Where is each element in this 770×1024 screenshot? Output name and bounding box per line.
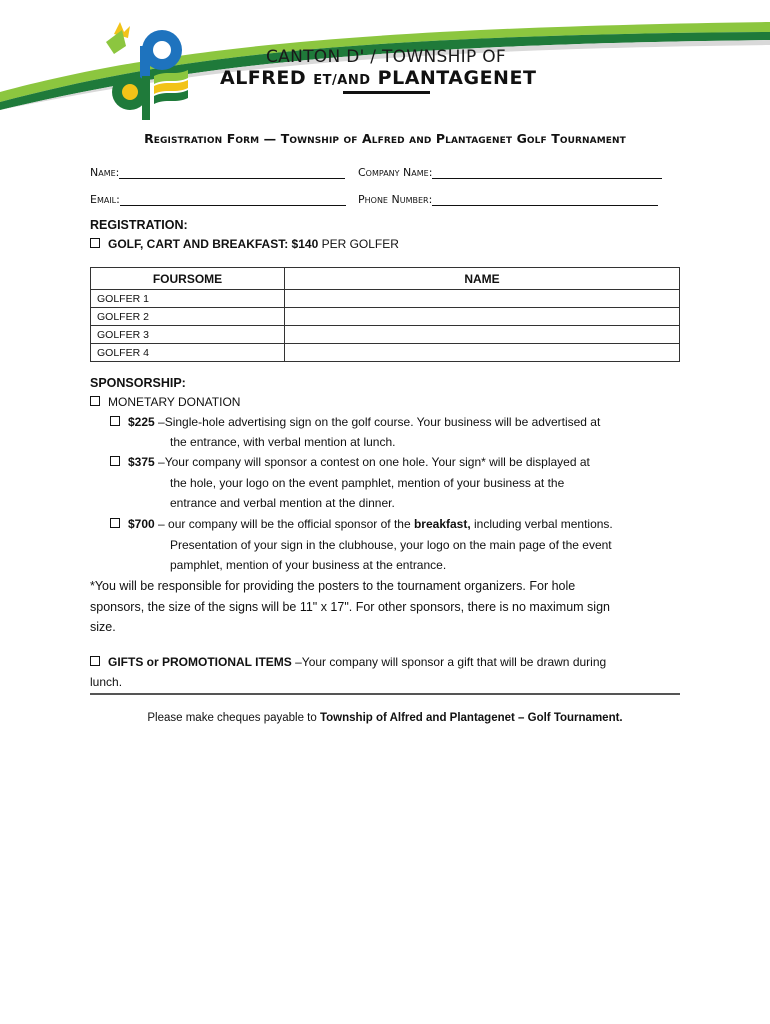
gifts-line2: lunch. (90, 675, 123, 689)
name-label: Name: (90, 166, 120, 179)
name-input-line[interactable] (119, 167, 345, 179)
gifts-label: GIFTS or PROMOTIONAL ITEMS (108, 655, 292, 669)
golfer-name-cell[interactable] (285, 308, 680, 326)
phone-label: Phone Number: (358, 193, 433, 206)
tier-700-text-b: breakfast, (413, 517, 471, 531)
tier-700-line3: pamphlet, mention of your business at the entrance. (170, 558, 447, 572)
company-field[interactable] (358, 166, 662, 179)
table-row (91, 344, 680, 362)
bottom-divider (90, 693, 680, 695)
org-plantagenet: PLANTAGENET (377, 67, 537, 89)
monetary-label: MONETARY DONATION (108, 395, 241, 409)
org-underline (343, 91, 430, 94)
registration-heading: REGISTRATION: (90, 218, 188, 232)
township-logo (100, 12, 192, 122)
tier-375-line3: entrance and verbal mention at the dinner. (170, 496, 395, 510)
sponsorship-heading: SPONSORSHIP: (90, 376, 186, 390)
golfer-name-cell[interactable] (285, 290, 680, 308)
checkbox-icon[interactable] (110, 456, 120, 466)
tier-700-text-c: including verbal mentions. (470, 517, 613, 531)
tier-700-option[interactable] (110, 517, 613, 531)
golfer-label: GOLFER 2 (91, 308, 285, 326)
gifts-option[interactable] (90, 655, 606, 669)
golfer-label: GOLFER 3 (91, 326, 285, 344)
tier-375-text: –Your company will sponsor a contest on one hole. Your sign* will be displayed at (154, 455, 590, 469)
name-field[interactable] (90, 166, 345, 179)
tier-375-option[interactable] (110, 455, 590, 469)
org-name-line2 (220, 67, 536, 89)
tier-375-price: $375 (128, 455, 155, 469)
golfer-name-cell[interactable] (285, 344, 680, 362)
registration-option-bold: GOLF, CART AND BREAKFAST: $140 (108, 237, 319, 251)
email-field[interactable] (90, 193, 346, 206)
footer-text: Please make cheques payable to (147, 712, 320, 724)
table-row (91, 290, 680, 308)
registration-option-rest: PER GOLFER (318, 237, 399, 251)
foursome-table (90, 267, 680, 362)
tier-225-option[interactable] (110, 415, 600, 429)
golfer-name-cell[interactable] (285, 326, 680, 344)
org-name-line1: CANTON D' / TOWNSHIP OF (266, 47, 506, 67)
col-foursome: FOURSOME (91, 268, 285, 290)
footer-payee: Township of Alfred and Plantagenet – Golf Tournament. (319, 712, 623, 724)
checkbox-icon[interactable] (90, 238, 100, 248)
gifts-text: –Your company will sponsor a gift that will be drawn during (291, 655, 607, 669)
checkbox-icon[interactable] (90, 656, 100, 666)
col-name: NAME (285, 268, 680, 290)
tier-225-text: –Single-hole advertising sign on the golf course. Your business will be advertised at (154, 415, 601, 429)
org-alfred: ALFRED (220, 67, 307, 89)
table-row (91, 326, 680, 344)
checkbox-icon[interactable] (110, 416, 120, 426)
tier-700-line2: Presentation of your sign in the clubhouse, your logo on the main page of the event (170, 538, 612, 552)
golfer-label: GOLFER 1 (91, 290, 285, 308)
tier-700-text-a: – our company will be the official sponsor of the (154, 517, 414, 531)
checkbox-icon[interactable] (110, 518, 120, 528)
monetary-option[interactable] (90, 395, 240, 409)
org-etand: ET/AND (313, 73, 371, 88)
registration-option[interactable] (90, 237, 399, 251)
phone-input-line[interactable] (432, 194, 658, 206)
phone-field[interactable] (358, 193, 658, 206)
footer-note (0, 712, 770, 724)
golfer-label: GOLFER 4 (91, 344, 285, 362)
email-input-line[interactable] (120, 194, 346, 206)
checkbox-icon[interactable] (90, 396, 100, 406)
company-input-line[interactable] (432, 167, 662, 179)
tier-225-price: $225 (128, 415, 155, 429)
table-row (91, 308, 680, 326)
sponsor-note (90, 576, 610, 638)
sponsor-note-line2: sponsors, the size of the signs will be 11" x 17". For other sponsors, there is no maximum sign (90, 599, 610, 614)
email-label: Email: (90, 193, 120, 206)
sponsor-note-line3: size. (90, 620, 116, 634)
company-label: Company Name: (358, 166, 433, 179)
sponsor-note-line1: *You will be responsible for providing the posters to the tournament organizers. For hole (90, 579, 576, 593)
tier-225-line2: the entrance, with verbal mention at lunch. (170, 435, 396, 449)
tier-700-price: $700 (128, 517, 155, 531)
tier-375-line2: the hole, your logo on the event pamphlet, mention of your business at the (170, 476, 565, 490)
form-title: Registration Form — Township of Alfred and Plantagenet Golf Tournament (144, 131, 626, 146)
